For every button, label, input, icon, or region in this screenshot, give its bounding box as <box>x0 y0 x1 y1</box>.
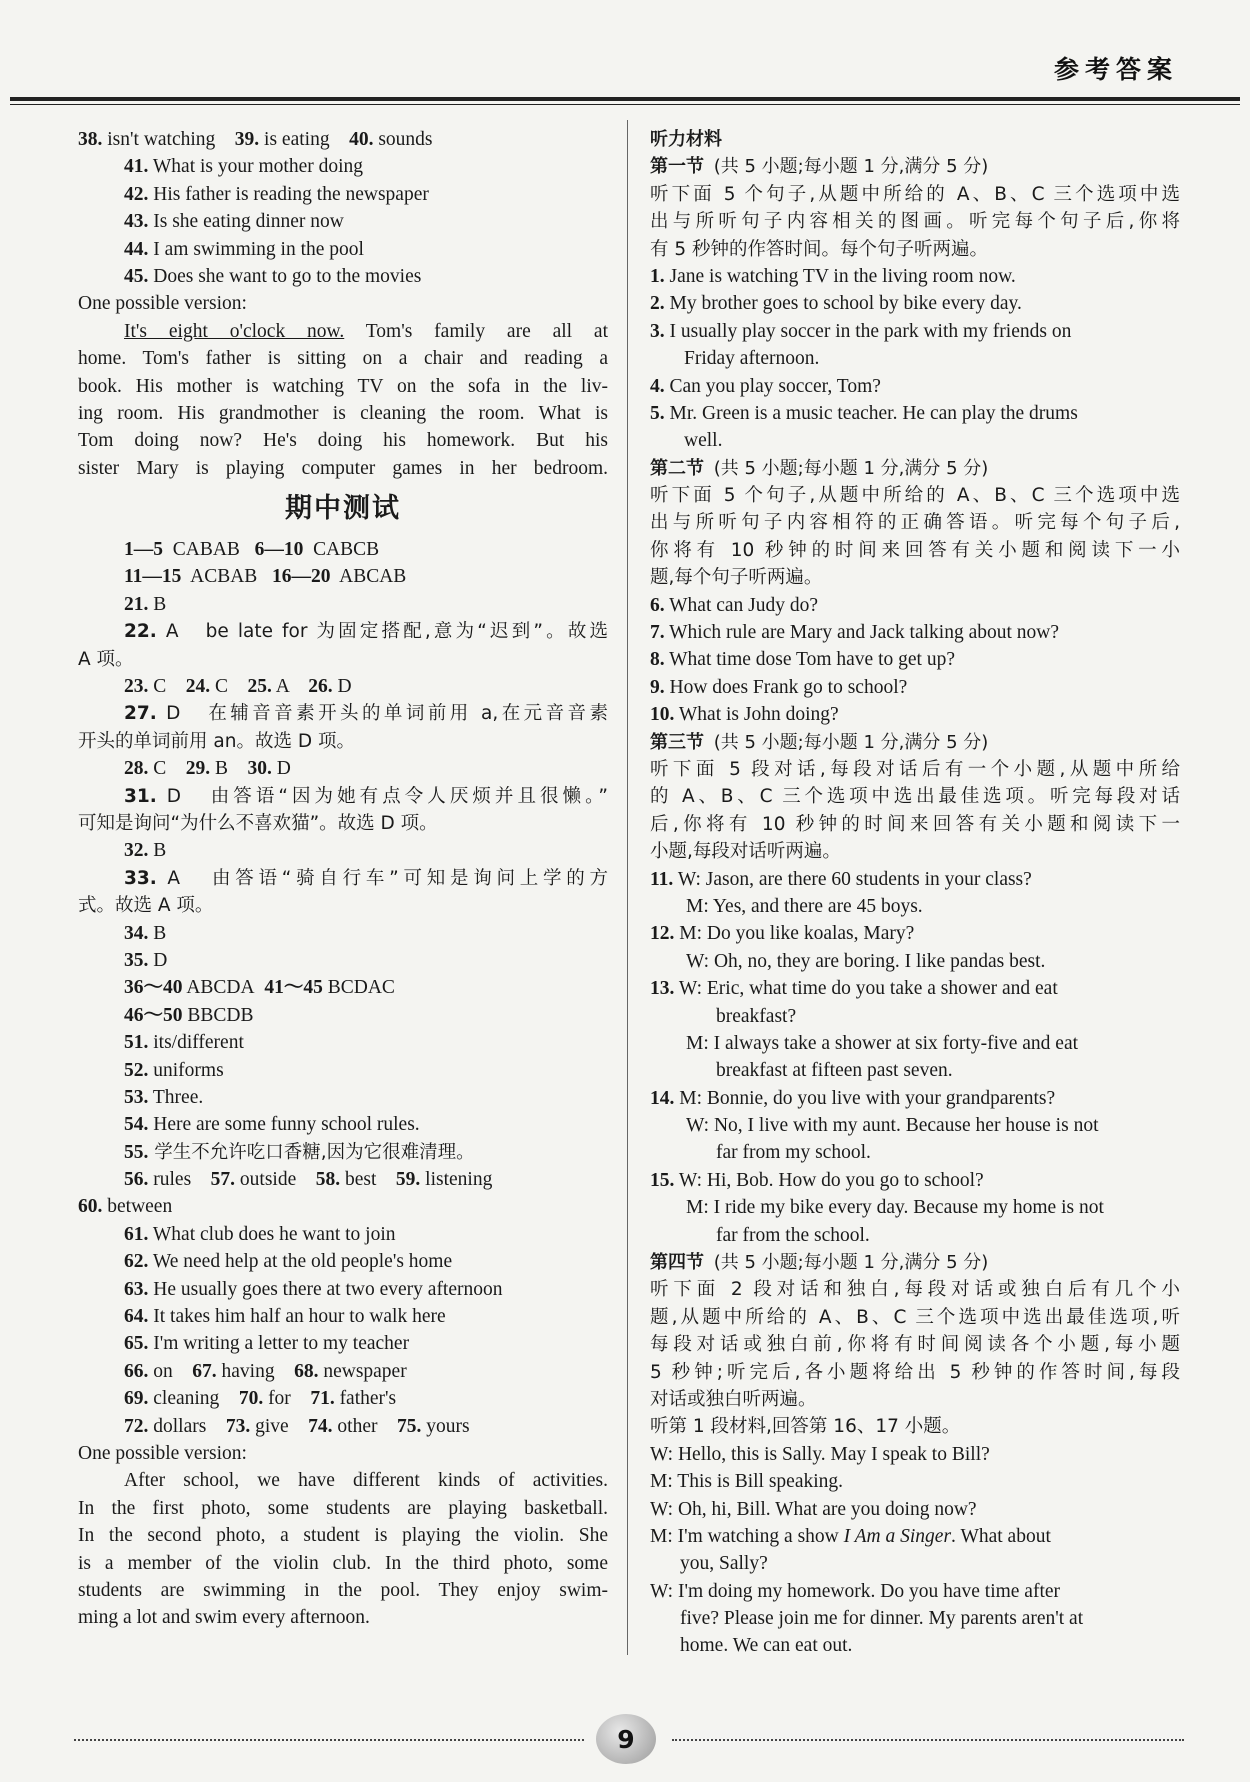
instruction-line: 5 秒钟;听完后,各小题将给出 5 秒钟的作答时间,每段 <box>650 1361 1180 1383</box>
answer-line <box>78 618 608 645</box>
q-num: 10. <box>650 704 675 726</box>
q-num: 42. <box>124 183 149 205</box>
dialogue-line <box>650 1085 1180 1112</box>
dialogue-text: W: Hi, Bob. How do you go to school? <box>674 1169 984 1191</box>
dialogue-line: W: Hello, this is Sally. May I speak to Bill? <box>650 1443 990 1465</box>
q-text: Can you play soccer, Tom? <box>664 375 881 397</box>
answer-line <box>78 700 608 727</box>
q-answer: B <box>148 922 167 944</box>
q-answer: A be late for 为固定搭配,意为“迟到”。故选 <box>156 621 608 643</box>
header-rule-thick <box>10 97 1240 101</box>
q-num: 57. <box>210 1169 236 1191</box>
q-num: 29. <box>185 758 211 780</box>
q-answer: We need help at the old people's home <box>148 1251 453 1273</box>
q-num: 40. <box>349 129 374 150</box>
part-note: (共 5 小题;每小题 1 分,满分 5 分) <box>713 731 989 753</box>
q-text: How does Frank go to school? <box>664 676 908 698</box>
range: 41～45 <box>264 977 323 999</box>
q-answer: C <box>148 758 186 780</box>
q-num: 41. <box>124 156 149 178</box>
footer-dotted-rule-right <box>672 1739 1184 1741</box>
q-num: 12. <box>650 923 675 945</box>
part3-header <box>650 729 1180 756</box>
listening-item <box>650 290 1180 317</box>
q-num: 44. <box>124 238 149 260</box>
q-answer: father's <box>334 1388 397 1410</box>
answer-line <box>78 1358 608 1385</box>
listening-heading: 听力材料 <box>650 129 722 150</box>
q-answer: uniforms <box>148 1059 224 1081</box>
part-note: (共 5 小题;每小题 1 分,满分 5 分) <box>713 1252 989 1274</box>
answer-continuation: A 项。 <box>78 648 134 670</box>
q-num: 25. <box>247 676 272 698</box>
q-num: 33. <box>124 867 157 889</box>
q-text: What is John doing? <box>674 704 839 726</box>
answer-line <box>78 1057 608 1084</box>
answer-group-11-20 <box>78 563 608 590</box>
q-answer: outside <box>235 1169 316 1191</box>
answer-line <box>78 755 608 782</box>
q-answer: What is your mother doing <box>148 156 364 178</box>
q-num: 60. <box>78 1196 103 1218</box>
listening-item <box>650 646 1180 673</box>
q-answer: He usually goes there at two every afternoon <box>148 1278 503 1300</box>
q-num: 53. <box>124 1086 149 1108</box>
q-answer: A <box>271 676 309 698</box>
answer-line-38-40 <box>78 126 608 153</box>
dialogue-text: M: Do you like koalas, Mary? <box>674 923 915 945</box>
q-num: 75. <box>396 1415 422 1437</box>
listening-continuation: Friday afternoon. <box>684 348 820 370</box>
q-text: Mr. Green is a music teacher. He can play the drums <box>664 402 1078 424</box>
q-answer: D <box>148 949 168 971</box>
q-num: 66. <box>124 1360 149 1382</box>
q-answer: It takes him half an hour to walk here <box>148 1306 446 1328</box>
dialogue-text: W: Jason, are there 60 students in your class? <box>673 868 1032 890</box>
q-num: 27. <box>124 703 157 725</box>
instruction-line: 有 5 秒钟的作答时间。每个句子听两遍。 <box>650 238 989 260</box>
q-num: 55. <box>124 1141 149 1163</box>
answer-continuation: 开头的单词前用 an。故选 D 项。 <box>78 730 355 752</box>
dialogue-text: . What about <box>951 1525 1051 1547</box>
q-answer: Does she want to go to the movies <box>148 265 422 287</box>
dialogue-continuation: far from my school. <box>716 1142 871 1164</box>
dialogue-continuation: you, Sally? <box>680 1553 768 1575</box>
dialogue-text: M: I'm watching a show <box>650 1525 844 1547</box>
q-num: 54. <box>124 1114 149 1136</box>
instruction-line: 后,你将有 10 秒钟的时间来回答有关小题和阅读下一 <box>650 813 1180 835</box>
instruction-line: 听下面 5 个句子,从题中所给的 A、B、C 三个选项中选 <box>650 485 1180 507</box>
q-num: 6. <box>650 594 665 616</box>
answer-line <box>78 1413 608 1440</box>
keys: ABCDA <box>186 977 255 999</box>
q-answer: newspaper <box>318 1360 407 1382</box>
dialogue-continuation: far from the school. <box>716 1224 870 1246</box>
answer-line <box>78 837 608 864</box>
instruction-line: 听下面 5 段对话,每段对话后有一个小题,从题中所给 <box>650 758 1180 780</box>
dialogue-line <box>650 866 1180 893</box>
q-answer: I am swimming in the pool <box>148 238 364 260</box>
q-answer: on <box>148 1360 193 1382</box>
dialogue-line: W: Oh, hi, Bill. What are you doing now? <box>650 1498 977 1520</box>
dialogue-line <box>650 975 1180 1002</box>
q-num: 63. <box>124 1278 149 1300</box>
q-answer: rules <box>148 1169 211 1191</box>
answer-line <box>78 263 608 290</box>
essay2-line: In the second photo, a student is playing the violin. She <box>78 1525 608 1547</box>
q-text: What can Judy do? <box>664 594 819 616</box>
part-note: (共 5 小题;每小题 1 分,满分 5 分) <box>713 156 989 178</box>
q-answer: having <box>216 1360 295 1382</box>
answer-line <box>78 1193 608 1220</box>
essay1-line: Tom doing now? He's doing his homework. But his <box>78 430 608 452</box>
dialogue-continuation: home. We can eat out. <box>680 1635 853 1657</box>
range: 11—15 <box>124 566 182 588</box>
listening-item <box>650 619 1180 646</box>
answer-line <box>78 1111 608 1138</box>
header-rule-thin <box>10 104 1240 105</box>
q-num: 28. <box>124 758 149 780</box>
answer-line <box>78 1248 608 1275</box>
q-answer: D 由答语“因为她有点令人厌烦并且很懒。” <box>156 785 608 807</box>
instruction-line: 小题,每段对话听两遍。 <box>650 841 841 863</box>
dialogue-line: M: I always take a shower at six forty-five and eat <box>686 1032 1079 1054</box>
q-answer: Is she eating dinner now <box>148 211 344 233</box>
range: 16—20 <box>271 566 331 588</box>
dialogue-text: W: Eric, what time do you take a shower and eat <box>674 978 1058 1000</box>
q-num: 62. <box>124 1251 149 1273</box>
q-num: 1. <box>650 265 665 287</box>
q-answer: B <box>148 840 167 862</box>
answer-line <box>78 591 608 618</box>
dialogue-line: M: This is Bill speaking. <box>650 1471 844 1493</box>
answer-line <box>78 236 608 263</box>
instruction-line: 每段对话或独白前,你将有时间阅读各个小题,每小题 <box>650 1334 1180 1356</box>
listening-item <box>650 318 1180 345</box>
essay1-line <box>78 318 608 345</box>
listening-item <box>650 674 1180 701</box>
q-num: 26. <box>308 676 333 698</box>
answer-group-46-50 <box>78 1002 608 1029</box>
essay1-line: ing room. His grandmother is cleaning the room. What is <box>78 402 608 424</box>
q-num: 9. <box>650 676 665 698</box>
essay1-line: sister Mary is playing computer games in her bedroom. <box>78 457 608 479</box>
keys: BCDAC <box>327 977 395 999</box>
answer-line <box>78 1330 608 1357</box>
dialogue-continuation: five? Please join me for dinner. My parents aren't at <box>680 1608 1084 1630</box>
keys: CABCB <box>313 539 380 561</box>
part-note: (共 5 小题;每小题 1 分,满分 5 分) <box>713 457 989 479</box>
q-num: 39. <box>234 129 260 150</box>
instruction-line: 你将有 10 秒钟的时间来回答有关小题和阅读下一小 <box>650 539 1180 561</box>
q-answer: Here are some funny school rules. <box>148 1114 420 1136</box>
q-answer: B <box>148 593 167 615</box>
essay2-line: students are swimming in the pool. They enjoy swim- <box>78 1579 608 1601</box>
q-num: 67. <box>192 1360 217 1382</box>
q-num: 74. <box>308 1415 333 1437</box>
q-answer: isn't watching <box>102 129 235 150</box>
q-num: 70. <box>238 1388 264 1410</box>
q-answer: C <box>148 676 186 698</box>
dialogue-line: M: I ride my bike every day. Because my home is not <box>686 1197 1104 1219</box>
essay1-line: home. Tom's father is sitting on a chair and reading a <box>78 348 608 370</box>
dialogue-continuation: breakfast? <box>716 1005 797 1027</box>
listening-item <box>650 701 1180 728</box>
show-title: I Am a Singer <box>843 1525 952 1547</box>
answer-group-36-45 <box>78 974 608 1001</box>
q-answer: between <box>102 1196 173 1218</box>
q-num: 52. <box>124 1059 149 1081</box>
listening-item <box>650 263 1180 290</box>
dialogue-line <box>650 1523 1180 1550</box>
essay2-line: ming a lot and swim every afternoon. <box>78 1607 370 1629</box>
keys: BBCDB <box>187 1004 254 1026</box>
range: 46～50 <box>124 1004 183 1026</box>
dialogue-continuation: breakfast at fifteen past seven. <box>716 1060 953 1082</box>
essay1-text: Tom's family are all at <box>344 320 608 342</box>
q-num: 58. <box>315 1169 341 1191</box>
instruction-line: 的 A、B、C 三个选项中选出最佳选项。听完每段对话 <box>650 786 1180 808</box>
q-num: 23. <box>124 676 149 698</box>
answer-line <box>78 1166 608 1193</box>
q-answer: C <box>210 676 248 698</box>
q-answer: cleaning <box>148 1388 239 1410</box>
essay2-line: In the first photo, some students are playing basketball. <box>78 1497 608 1519</box>
keys: ACBAB <box>190 566 258 588</box>
essay1-underlined: It's eight o'clock now. <box>124 320 345 342</box>
instruction-line: 题,每个句子听两遍。 <box>650 567 823 589</box>
essay2-line: is a member of the violin club. In the third photo, some <box>78 1552 608 1574</box>
essay2-line: After school, we have different kinds of activities. <box>124 1470 608 1492</box>
version-label: One possible version: <box>78 1442 247 1464</box>
q-answer: D <box>271 758 291 780</box>
q-num: 13. <box>650 978 675 1000</box>
listening-item <box>650 400 1180 427</box>
instruction-line: 对话或独白听两遍。 <box>650 1388 817 1410</box>
q-num: 8. <box>650 649 665 671</box>
q-text: I usually play soccer in the park with my friends on <box>664 320 1072 342</box>
answer-line <box>78 1084 608 1111</box>
q-answer: listening <box>420 1169 493 1191</box>
q-num: 30. <box>247 758 272 780</box>
section-title: 期中测试 <box>285 493 401 525</box>
q-num: 24. <box>185 676 211 698</box>
listening-item <box>650 592 1180 619</box>
left-column <box>78 126 608 1632</box>
q-num: 3. <box>650 320 665 342</box>
q-num: 59. <box>395 1169 421 1191</box>
q-answer: A 由答语“骑自行车”可知是询问上学的方 <box>156 867 608 889</box>
dialogue-line <box>650 1167 1180 1194</box>
q-num: 14. <box>650 1087 675 1109</box>
q-answer: its/different <box>148 1032 244 1054</box>
answer-line <box>78 865 608 892</box>
dialogue-line: W: I'm doing my homework. Do you have time after <box>650 1580 1061 1602</box>
dialogue-line: W: No, I live with my aunt. Because her house is not <box>686 1115 1099 1137</box>
answer-line <box>78 208 608 235</box>
instruction-line: 听下面 2 段对话和独白,每段对话或独白后有几个小 <box>650 1279 1180 1301</box>
q-answer: for <box>263 1388 311 1410</box>
part-title: 第二节 <box>650 457 704 479</box>
q-answer: 学生不允许吃口香糖,因为它很难清理。 <box>148 1141 475 1163</box>
dialogue-line: M: Yes, and there are 45 boys. <box>686 895 923 917</box>
answer-line <box>78 1303 608 1330</box>
listening-item <box>650 373 1180 400</box>
q-num: 61. <box>124 1223 149 1245</box>
q-answer: sounds <box>373 129 433 150</box>
q-text: My brother goes to school by bike every day. <box>664 293 1022 315</box>
q-text: What time dose Tom have to get up? <box>664 649 955 671</box>
q-answer: What club does he want to join <box>148 1223 396 1245</box>
material-note: 听第 1 段材料,回答第 16、17 小题。 <box>650 1416 961 1438</box>
answer-line <box>78 181 608 208</box>
range: 6—10 <box>254 539 304 561</box>
range: 1—5 <box>124 539 163 561</box>
q-num: 51. <box>124 1032 149 1054</box>
q-answer: yours <box>421 1415 470 1437</box>
q-num: 11. <box>650 868 674 890</box>
q-answer: is eating <box>259 129 350 150</box>
q-num: 31. <box>124 785 157 807</box>
footer-dotted-rule-left <box>74 1739 584 1741</box>
part-title: 第四节 <box>650 1252 704 1274</box>
q-answer: other <box>332 1415 397 1437</box>
q-num: 4. <box>650 375 665 397</box>
q-answer: give <box>250 1415 309 1437</box>
answer-line <box>78 153 608 180</box>
q-num: 21. <box>124 593 149 615</box>
q-answer: dollars <box>148 1415 226 1437</box>
answer-group-1-10 <box>78 536 608 563</box>
keys: ABCAB <box>339 566 407 588</box>
q-num: 72. <box>124 1415 149 1437</box>
answer-line <box>78 1221 608 1248</box>
q-num: 68. <box>294 1360 319 1382</box>
q-num: 38. <box>78 129 103 150</box>
q-num: 7. <box>650 622 665 644</box>
dialogue-text: M: Bonnie, do you live with your grandparents? <box>674 1087 1056 1109</box>
q-answer: B <box>210 758 248 780</box>
q-num: 64. <box>124 1306 149 1328</box>
q-num: 35. <box>124 949 149 971</box>
q-num: 45. <box>124 265 149 287</box>
q-text: Jane is watching TV in the living room now. <box>664 265 1016 287</box>
dialogue-line <box>650 920 1180 947</box>
q-answer: D 在辅音音素开头的单词前用 a,在元音音素 <box>156 703 608 725</box>
q-num: 22. <box>124 621 157 643</box>
answer-line <box>78 1385 608 1412</box>
answer-continuation: 可知是询问“为什么不喜欢猫”。故选 D 项。 <box>78 812 438 834</box>
instruction-line: 出与所听句子内容相关的图画。听完每个句子后,你将 <box>650 211 1180 233</box>
answer-line <box>78 1029 608 1056</box>
listening-continuation: well. <box>684 430 723 452</box>
q-num: 56. <box>124 1169 149 1191</box>
q-num: 34. <box>124 922 149 944</box>
right-column <box>650 126 1180 1660</box>
q-num: 71. <box>310 1388 335 1410</box>
instruction-line: 出与所听句子内容相符的正确答语。听完每个句子后, <box>650 512 1180 534</box>
part-title: 第一节 <box>650 156 704 178</box>
header-title: 参考答案 <box>1053 55 1178 84</box>
part-title: 第三节 <box>650 731 704 753</box>
keys: CABAB <box>172 539 240 561</box>
instruction-line: 题,从题中所给的 A、B、C 三个选项中选出最佳选项,听 <box>650 1306 1180 1328</box>
q-num: 15. <box>650 1169 675 1191</box>
range: 36～40 <box>124 977 183 999</box>
q-num: 5. <box>650 402 665 424</box>
answer-line <box>78 920 608 947</box>
q-answer: I'm writing a letter to my teacher <box>148 1333 410 1355</box>
page-number: 9 <box>596 1714 656 1764</box>
answer-line <box>78 673 608 700</box>
q-answer: His father is reading the newspaper <box>148 183 429 205</box>
answer-continuation: 式。故选 A 项。 <box>78 895 214 917</box>
version-label: One possible version: <box>78 293 247 315</box>
answer-line <box>78 1139 608 1166</box>
essay1-line: book. His mother is watching TV on the sofa in the liv- <box>78 375 608 397</box>
q-answer: best <box>340 1169 396 1191</box>
part2-header <box>650 455 1180 482</box>
q-answer: Three. <box>148 1086 204 1108</box>
dialogue-line: W: Oh, no, they are boring. I like pandas best. <box>686 950 1046 972</box>
instruction-line: 听下面 5 个句子,从题中所给的 A、B、C 三个选项中选 <box>650 183 1180 205</box>
part1-header <box>650 153 1180 180</box>
q-num: 69. <box>124 1388 149 1410</box>
q-text: Which rule are Mary and Jack talking about now? <box>664 622 1060 644</box>
answer-line <box>78 947 608 974</box>
q-answer: D <box>332 676 352 698</box>
q-num: 43. <box>124 211 149 233</box>
q-num: 32. <box>124 840 149 862</box>
answer-line <box>78 1276 608 1303</box>
part4-header <box>650 1249 1180 1276</box>
answer-line <box>78 783 608 810</box>
q-num: 65. <box>124 1333 149 1355</box>
column-divider <box>627 120 628 1655</box>
q-num: 73. <box>225 1415 251 1437</box>
q-num: 2. <box>650 293 665 315</box>
